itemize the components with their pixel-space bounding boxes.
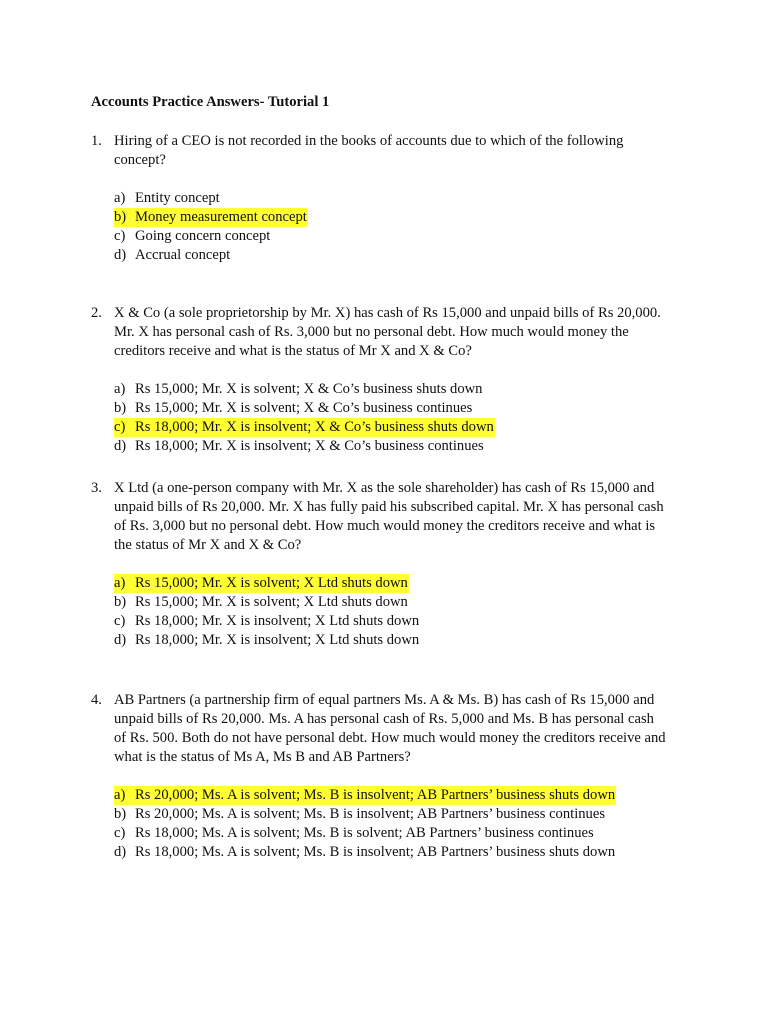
option-text: Rs 18,000; Mr. X is insolvent; X & Co’s business continues (135, 438, 484, 454)
option-letter: a) (114, 381, 126, 397)
option-c (114, 824, 691, 843)
option-d (114, 437, 691, 456)
question-number: 3. (91, 480, 102, 496)
option-d (114, 246, 691, 265)
option-letter: c) (114, 825, 126, 841)
option-c (114, 612, 691, 631)
option-text: Rs 18,000; Ms. A is solvent; Ms. B is solvent; AB Partners’ business continues (135, 825, 594, 841)
option-a (114, 380, 691, 399)
option-letter: a) (114, 190, 126, 206)
option-a (114, 786, 691, 805)
options-list (114, 574, 691, 650)
option-letter: a) (114, 575, 126, 591)
option-a (114, 574, 691, 593)
option-text: Rs 15,000; Mr. X is solvent; X Ltd shuts down (135, 594, 408, 610)
question-1 (91, 132, 691, 265)
option-letter: d) (114, 632, 127, 648)
question-3 (91, 479, 691, 650)
option-text: Rs 15,000; Mr. X is solvent; X Ltd shuts down (135, 575, 408, 591)
question-number: 4. (91, 692, 102, 708)
option-letter: d) (114, 844, 127, 860)
option-letter: d) (114, 247, 127, 263)
question-text: X & Co (a sole proprietorship by Mr. X) has cash of Rs 15,000 and unpaid bills of Rs 20,000. Mr. X has personal cash of Rs. 3,000 but no personal debt. How much would money the creditors receive and what is the status of Mr X and X & Co? (114, 305, 661, 359)
option-text: Rs 15,000; Mr. X is solvent; X & Co’s business continues (135, 400, 473, 416)
question-text: Hiring of a CEO is not recorded in the books of accounts due to which of the following concept? (114, 133, 624, 168)
question-number: 2. (91, 305, 102, 321)
option-letter: a) (114, 787, 126, 803)
option-b (114, 208, 691, 227)
question-2 (91, 304, 691, 456)
option-letter: b) (114, 594, 127, 610)
question-text: X Ltd (a one-person company with Mr. X as the sole shareholder) has cash of Rs 15,000 and unpaid bills of Rs 20,000. Mr. X has fully paid his subscribed capital. Mr. X has personal cash of Rs. 3,000 but no personal debt. How much would money the creditors receive and what is the status of Mr X and X & Co? (114, 480, 664, 553)
option-text: Entity concept (135, 190, 220, 206)
question-number: 1. (91, 133, 102, 149)
option-text: Rs 18,000; Mr. X is insolvent; X & Co’s business shuts down (135, 419, 494, 435)
options-list (114, 380, 691, 456)
option-text: Rs 15,000; Mr. X is solvent; X & Co’s business shuts down (135, 381, 483, 397)
question-text: AB Partners (a partnership firm of equal partners Ms. A & Ms. B) has cash of Rs 15,000 and unpaid bills of Rs 20,000. Ms. A has personal cash of Rs. 5,000 and Ms. B has personal cash of Rs. 500. Both do not have personal debt. How much would money the creditors receive and what is the status of Ms A, Ms B and AB Partners? (114, 692, 666, 765)
option-c (114, 227, 691, 246)
option-text: Money measurement concept (135, 209, 307, 225)
option-a (114, 189, 691, 208)
option-text: Accrual concept (135, 247, 231, 263)
option-d (114, 631, 691, 650)
option-d (114, 843, 691, 862)
question-4 (91, 691, 691, 862)
option-letter: b) (114, 400, 127, 416)
option-letter: c) (114, 613, 126, 629)
option-letter: c) (114, 419, 126, 435)
option-b (114, 593, 691, 612)
option-text: Rs 20,000; Ms. A is solvent; Ms. B is insolvent; AB Partners’ business shuts down (135, 787, 616, 803)
options-list (114, 786, 691, 862)
option-text: Rs 18,000; Mr. X is insolvent; X Ltd shuts down (135, 632, 420, 648)
option-text: Going concern concept (135, 228, 271, 244)
option-letter: d) (114, 438, 127, 454)
options-list (114, 189, 691, 265)
option-letter: c) (114, 228, 126, 244)
option-text: Rs 18,000; Mr. X is insolvent; X Ltd shuts down (135, 613, 420, 629)
option-text: Rs 18,000; Ms. A is solvent; Ms. B is insolvent; AB Partners’ business shuts down (135, 844, 616, 860)
option-letter: b) (114, 209, 127, 225)
option-c (114, 418, 691, 437)
option-letter: b) (114, 806, 127, 822)
document-title: Accounts Practice Answers- Tutorial 1 (91, 94, 330, 110)
option-text: Rs 20,000; Ms. A is solvent; Ms. B is insolvent; AB Partners’ business continues (135, 806, 605, 822)
option-b (114, 805, 691, 824)
option-b (114, 399, 691, 418)
